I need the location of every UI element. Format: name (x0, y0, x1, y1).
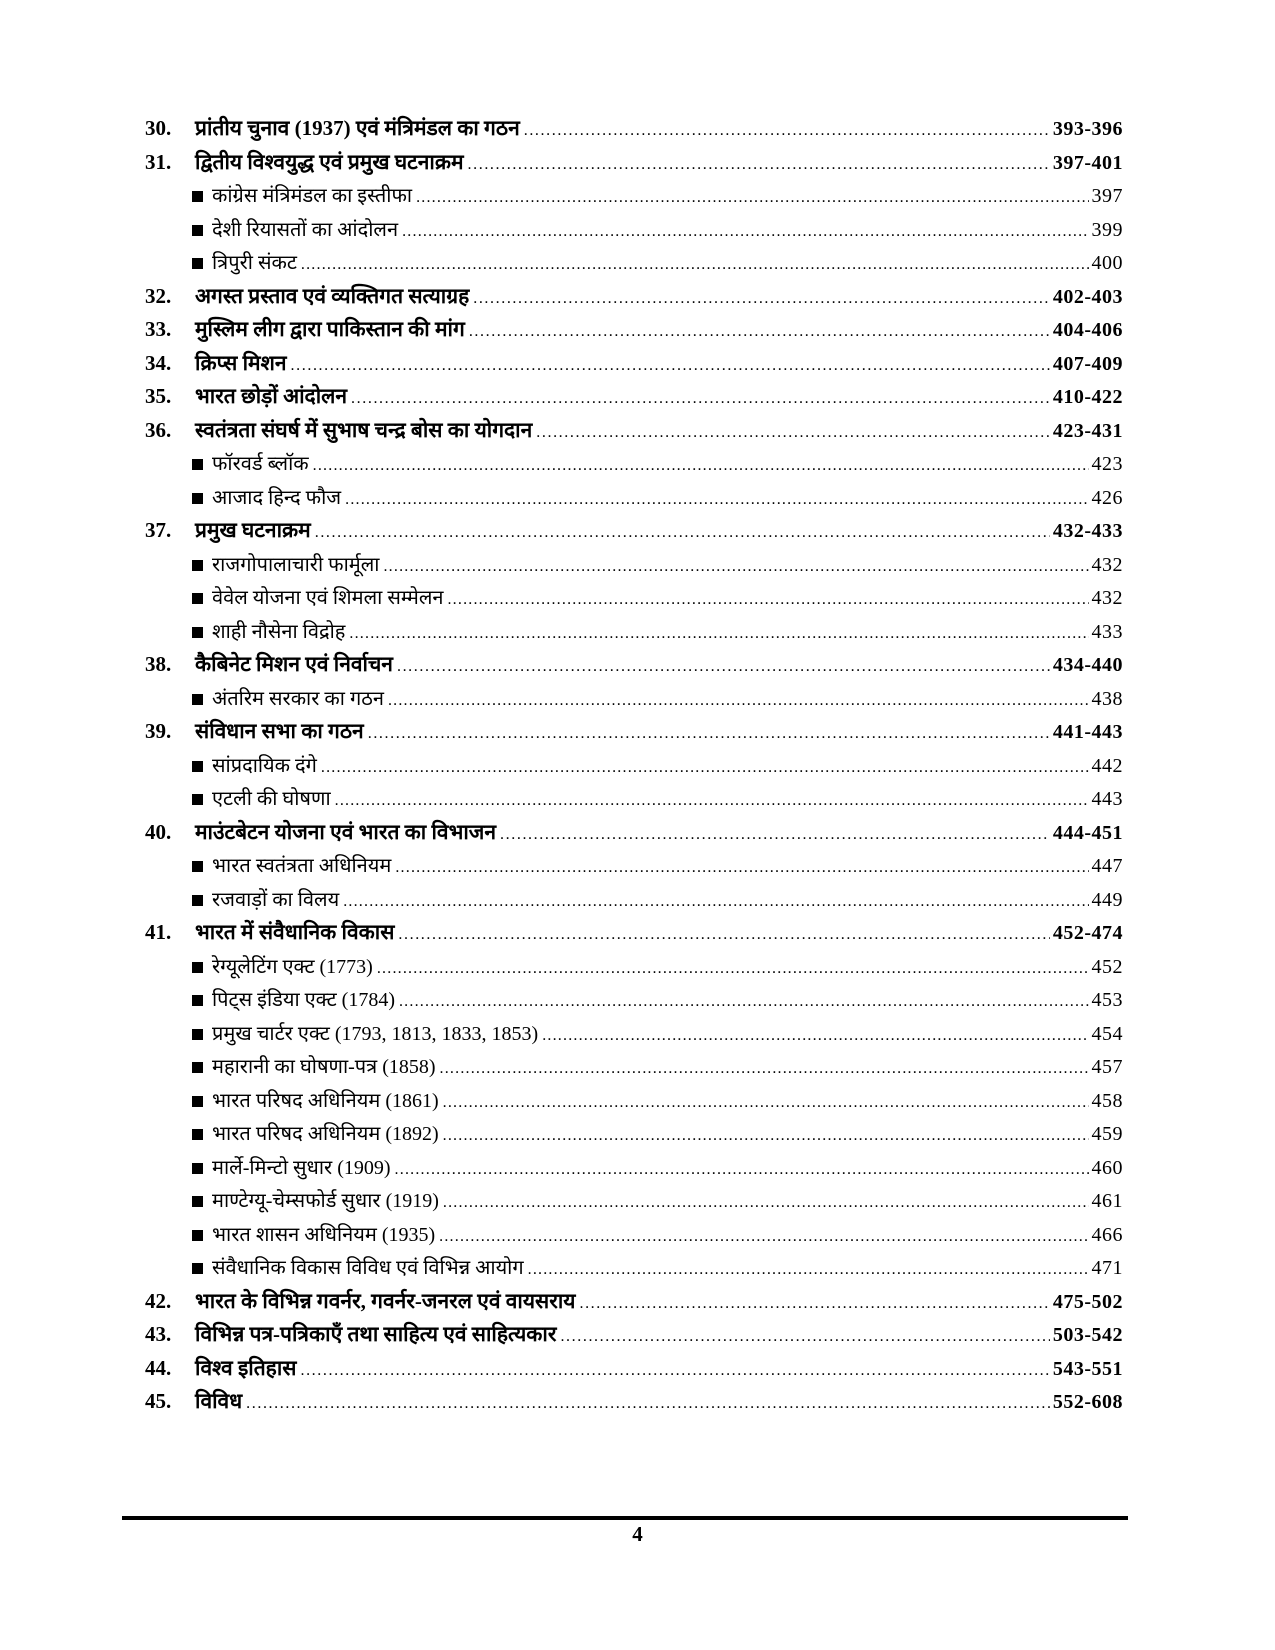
toc-subentry (145, 181, 1123, 215)
toc-subentry (145, 1220, 1123, 1254)
entry-page-range: 423-431 (1052, 419, 1123, 442)
dot-leader (443, 1127, 1089, 1145)
bullet-square-icon (192, 1163, 203, 1174)
toc-subentry (145, 784, 1123, 818)
entry-number: 31. (145, 149, 172, 174)
subentry-page: 400 (1091, 252, 1123, 274)
bullet-square-icon (192, 493, 203, 504)
toc-entry (145, 282, 1123, 316)
bullet-square-icon (192, 593, 203, 604)
subentry-page: 452 (1091, 955, 1123, 978)
entry-number: 45. (145, 1389, 172, 1413)
entry-page-range: 552-608 (1052, 1391, 1123, 1413)
dot-leader (524, 122, 1050, 140)
entry-number: 32. (145, 283, 172, 308)
toc-entry (145, 114, 1123, 148)
bullet-square-icon (192, 1029, 203, 1040)
dot-leader (351, 390, 1050, 408)
dot-leader (388, 692, 1089, 710)
entry-page-range: 444-451 (1052, 821, 1123, 844)
subentry-title: वेवेल योजना एवं शिमला सम्मेलन (212, 587, 444, 609)
subentry-page: 432 (1091, 553, 1123, 576)
entry-title: अगस्त प्रस्ताव एवं व्यक्तिगत सत्याग्रह (195, 283, 470, 308)
dot-leader (439, 1228, 1088, 1246)
entry-title: विश्व इतिहास (195, 1355, 297, 1380)
subentry-page: 466 (1091, 1223, 1123, 1246)
subentry-page: 459 (1091, 1123, 1123, 1145)
dot-leader (440, 1060, 1089, 1078)
entry-page-range: 404-406 (1052, 319, 1123, 341)
dot-leader (395, 859, 1088, 877)
bullet-square-icon (192, 627, 203, 638)
dot-leader (395, 1161, 1089, 1179)
subentry-title: संवैधानिक विकास विविध एवं विभिन्न आयोग (212, 1257, 524, 1279)
toc-entry (145, 918, 1123, 952)
entry-page-range: 434-440 (1052, 654, 1123, 676)
subentry-page: 449 (1091, 888, 1123, 911)
toc-subentry (145, 1253, 1123, 1287)
toc-entry (145, 382, 1123, 416)
dot-leader (397, 658, 1050, 676)
subentry-page: 423 (1091, 453, 1123, 475)
toc-subentry (145, 851, 1123, 885)
toc-subentry (145, 885, 1123, 919)
entry-number: 35. (145, 384, 172, 408)
subentry-page: 458 (1091, 1089, 1123, 1112)
entry-number: 34. (145, 350, 172, 375)
subentry-title: महारानी का घोषणा-पत्र (1858) (212, 1056, 436, 1078)
entry-page-range: 452-474 (1052, 922, 1123, 944)
footer-rule (122, 1516, 1128, 1520)
subentry-title: त्रिपुरी संकट (212, 252, 297, 274)
dot-leader (343, 893, 1088, 911)
dot-leader (313, 457, 1089, 475)
bullet-square-icon (192, 459, 203, 470)
dot-leader (335, 792, 1089, 810)
toc-subentry (145, 583, 1123, 617)
subentry-title: मार्ले-मिन्टो सुधार (1909) (212, 1156, 391, 1179)
subentry-title: माण्टेग्यू-चेम्सफोर्ड सुधार (1919) (212, 1190, 439, 1212)
bullet-square-icon (192, 794, 203, 805)
entry-title: भारत छोड़ों आंदोलन (195, 384, 348, 408)
toc-subentry (145, 215, 1123, 249)
dot-leader (300, 1362, 1049, 1380)
subentry-page: 426 (1091, 486, 1123, 509)
dot-leader (349, 625, 1088, 643)
entry-number: 42. (145, 1288, 172, 1313)
subentry-title: भारत शासन अधिनियम (1935) (212, 1223, 436, 1246)
toc-entry (145, 1354, 1123, 1388)
dot-leader (398, 926, 1049, 944)
entry-page-range: 410-422 (1052, 386, 1123, 408)
subentry-page: 438 (1091, 687, 1123, 710)
subentry-page: 432 (1091, 587, 1123, 609)
entry-page-range: 397-401 (1052, 151, 1123, 174)
entry-title: विभिन्न पत्र-पत्रिकाएँ तथा साहित्य एवं साहित्यकार (195, 1322, 557, 1346)
dot-leader (315, 524, 1050, 542)
entry-number: 40. (145, 819, 172, 844)
entry-number: 38. (145, 652, 172, 676)
toc-subentry (145, 248, 1123, 282)
dot-leader (579, 1295, 1049, 1313)
subentry-page: 454 (1091, 1022, 1123, 1045)
subentry-page: 433 (1091, 620, 1123, 643)
bullet-square-icon (192, 995, 203, 1006)
bullet-square-icon (192, 694, 203, 705)
entry-number: 37. (145, 518, 172, 542)
bullet-square-icon (192, 258, 203, 269)
toc-entry (145, 717, 1123, 751)
subentry-page: 461 (1091, 1190, 1123, 1212)
subentry-title: रेग्यूलेटिंग एक्ट (1773) (212, 955, 373, 978)
subentry-title: पिट्स इंडिया एक्ट (1784) (212, 989, 395, 1011)
entry-page-range: 432-433 (1052, 520, 1123, 542)
entry-number: 33. (145, 317, 172, 341)
toc-subentry (145, 1019, 1123, 1053)
toc-subentry (145, 684, 1123, 718)
toc-entry (145, 315, 1123, 349)
entry-page-range: 441-443 (1052, 721, 1123, 743)
dot-leader (468, 156, 1050, 174)
dot-leader (246, 1395, 1050, 1413)
toc-entry (145, 650, 1123, 684)
entry-page-range: 543-551 (1052, 1357, 1123, 1380)
toc-subentry (145, 483, 1123, 517)
dot-leader (536, 424, 1050, 442)
bullet-square-icon (192, 1129, 203, 1140)
entry-title: क्रिप्स मिशन (195, 350, 287, 375)
subentry-page: 442 (1091, 754, 1123, 777)
dot-leader (383, 558, 1088, 576)
dot-leader (500, 826, 1050, 844)
subentry-page: 443 (1091, 788, 1123, 810)
subentry-page: 460 (1091, 1156, 1123, 1179)
toc-subentry (145, 449, 1123, 483)
subentry-title: भारत स्वतंत्रता अधिनियम (212, 855, 392, 877)
subentry-title: भारत परिषद अधिनियम (1892) (212, 1123, 439, 1145)
entry-title: विविध (195, 1389, 243, 1413)
dot-leader (416, 189, 1088, 207)
bullet-square-icon (192, 191, 203, 202)
page-number: 4 (632, 1522, 643, 1546)
entry-page-range: 503-542 (1052, 1324, 1123, 1346)
bullet-square-icon (192, 861, 203, 872)
subentry-title: कांग्रेस मंत्रिमंडल का इस्तीफा (212, 185, 413, 207)
toc-entry (145, 416, 1123, 450)
entry-title: भारत के विभिन्न गवर्नर, गवर्नर-जनरल एवं वायसराय (195, 1288, 576, 1313)
entry-number: 30. (145, 116, 172, 140)
entry-title: संविधान सभा का गठन (195, 719, 364, 743)
subentry-title: आजाद हिन्द फौज (212, 486, 342, 509)
toc-subentry (145, 1153, 1123, 1187)
subentry-page: 457 (1091, 1056, 1123, 1078)
subentry-title: एटली की घोषणा (212, 788, 331, 810)
toc-subentry (145, 985, 1123, 1019)
entry-page-range: 407-409 (1052, 352, 1123, 375)
entry-title: स्वतंत्रता संघर्ष में सुभाष चन्द्र बोस का योगदान (195, 417, 533, 442)
bullet-square-icon (192, 1096, 203, 1107)
entry-title: द्वितीय विश्वयुद्ध एवं प्रमुख घटनाक्रम (195, 149, 464, 174)
dot-leader (402, 223, 1088, 241)
bullet-square-icon (192, 761, 203, 772)
entry-number: 36. (145, 417, 172, 442)
toc-entry (145, 818, 1123, 852)
subentry-page: 471 (1091, 1257, 1123, 1279)
entry-title: प्रांतीय चुनाव (1937) एवं मंत्रिमंडल का गठन (195, 116, 520, 140)
entry-title: भारत में संवैधानिक विकास (195, 920, 395, 944)
dot-leader (377, 960, 1089, 978)
toc-subentry (145, 1086, 1123, 1120)
subentry-page: 447 (1091, 855, 1123, 877)
bullet-square-icon (192, 1263, 203, 1274)
toc-subentry (145, 550, 1123, 584)
entry-number: 44. (145, 1355, 172, 1380)
dot-leader (473, 290, 1050, 308)
bullet-square-icon (192, 895, 203, 906)
toc-subentry (145, 1119, 1123, 1153)
entry-number: 39. (145, 719, 172, 743)
toc-entry (145, 1387, 1123, 1421)
subentry-title: भारत परिषद अधिनियम (1861) (212, 1089, 439, 1112)
toc-subentry (145, 952, 1123, 986)
dot-leader (301, 256, 1089, 274)
toc-entry (145, 349, 1123, 383)
entry-number: 41. (145, 920, 172, 944)
bullet-square-icon (192, 1196, 203, 1207)
entry-page-range: 475-502 (1052, 1290, 1123, 1313)
subentry-title: शाही नौसेना विद्रोह (212, 620, 346, 643)
toc-entry (145, 1287, 1123, 1321)
dot-leader (447, 591, 1088, 609)
entry-title: माउंटबेटन योजना एवं भारत का विभाजन (195, 819, 497, 844)
dot-leader (321, 759, 1089, 777)
bullet-square-icon (192, 560, 203, 571)
bullet-square-icon (192, 1230, 203, 1241)
entry-number: 43. (145, 1322, 172, 1346)
dot-leader (528, 1261, 1089, 1279)
dot-leader (542, 1027, 1088, 1045)
subentry-title: देशी रियासतों का आंदोलन (212, 218, 399, 241)
entry-page-range: 402-403 (1052, 285, 1123, 308)
dot-leader (469, 323, 1050, 341)
toc-subentry (145, 751, 1123, 785)
subentry-title: सांप्रदायिक दंगे (212, 754, 317, 777)
subentry-page: 397 (1091, 185, 1123, 207)
subentry-title: राजगोपालाचारी फार्मूला (212, 553, 380, 576)
toc-subentry (145, 1186, 1123, 1220)
subentry-title: अंतरिम सरकार का गठन (212, 687, 384, 710)
dot-leader (560, 1328, 1049, 1346)
toc-subentry (145, 1052, 1123, 1086)
subentry-title: प्रमुख चार्टर एक्ट (1793, 1813, 1833, 1853) (212, 1022, 539, 1045)
entry-page-range: 393-396 (1052, 118, 1123, 140)
toc-entry (145, 148, 1123, 182)
dot-leader (345, 491, 1088, 509)
entry-title: प्रमुख घटनाक्रम (195, 518, 311, 542)
dot-leader (368, 725, 1050, 743)
toc-entry (145, 516, 1123, 550)
bullet-square-icon (192, 225, 203, 236)
table-of-contents (145, 114, 1123, 1421)
entry-title: कैबिनेट मिशन एवं निर्वाचन (195, 652, 393, 676)
dot-leader (443, 1094, 1089, 1112)
dot-leader (291, 357, 1050, 375)
toc-subentry (145, 617, 1123, 651)
subentry-page: 453 (1091, 989, 1123, 1011)
toc-entry (145, 1320, 1123, 1354)
entry-title: मुस्लिम लीग द्वारा पाकिस्तान की मांग (195, 317, 465, 341)
bullet-square-icon (192, 962, 203, 973)
dot-leader (399, 993, 1089, 1011)
subentry-title: रजवाड़ों का विलय (212, 888, 340, 911)
subentry-page: 399 (1091, 218, 1123, 241)
bullet-square-icon (192, 1062, 203, 1073)
subentry-title: फॉरवर्ड ब्लॉक (212, 453, 309, 475)
dot-leader (443, 1194, 1089, 1212)
